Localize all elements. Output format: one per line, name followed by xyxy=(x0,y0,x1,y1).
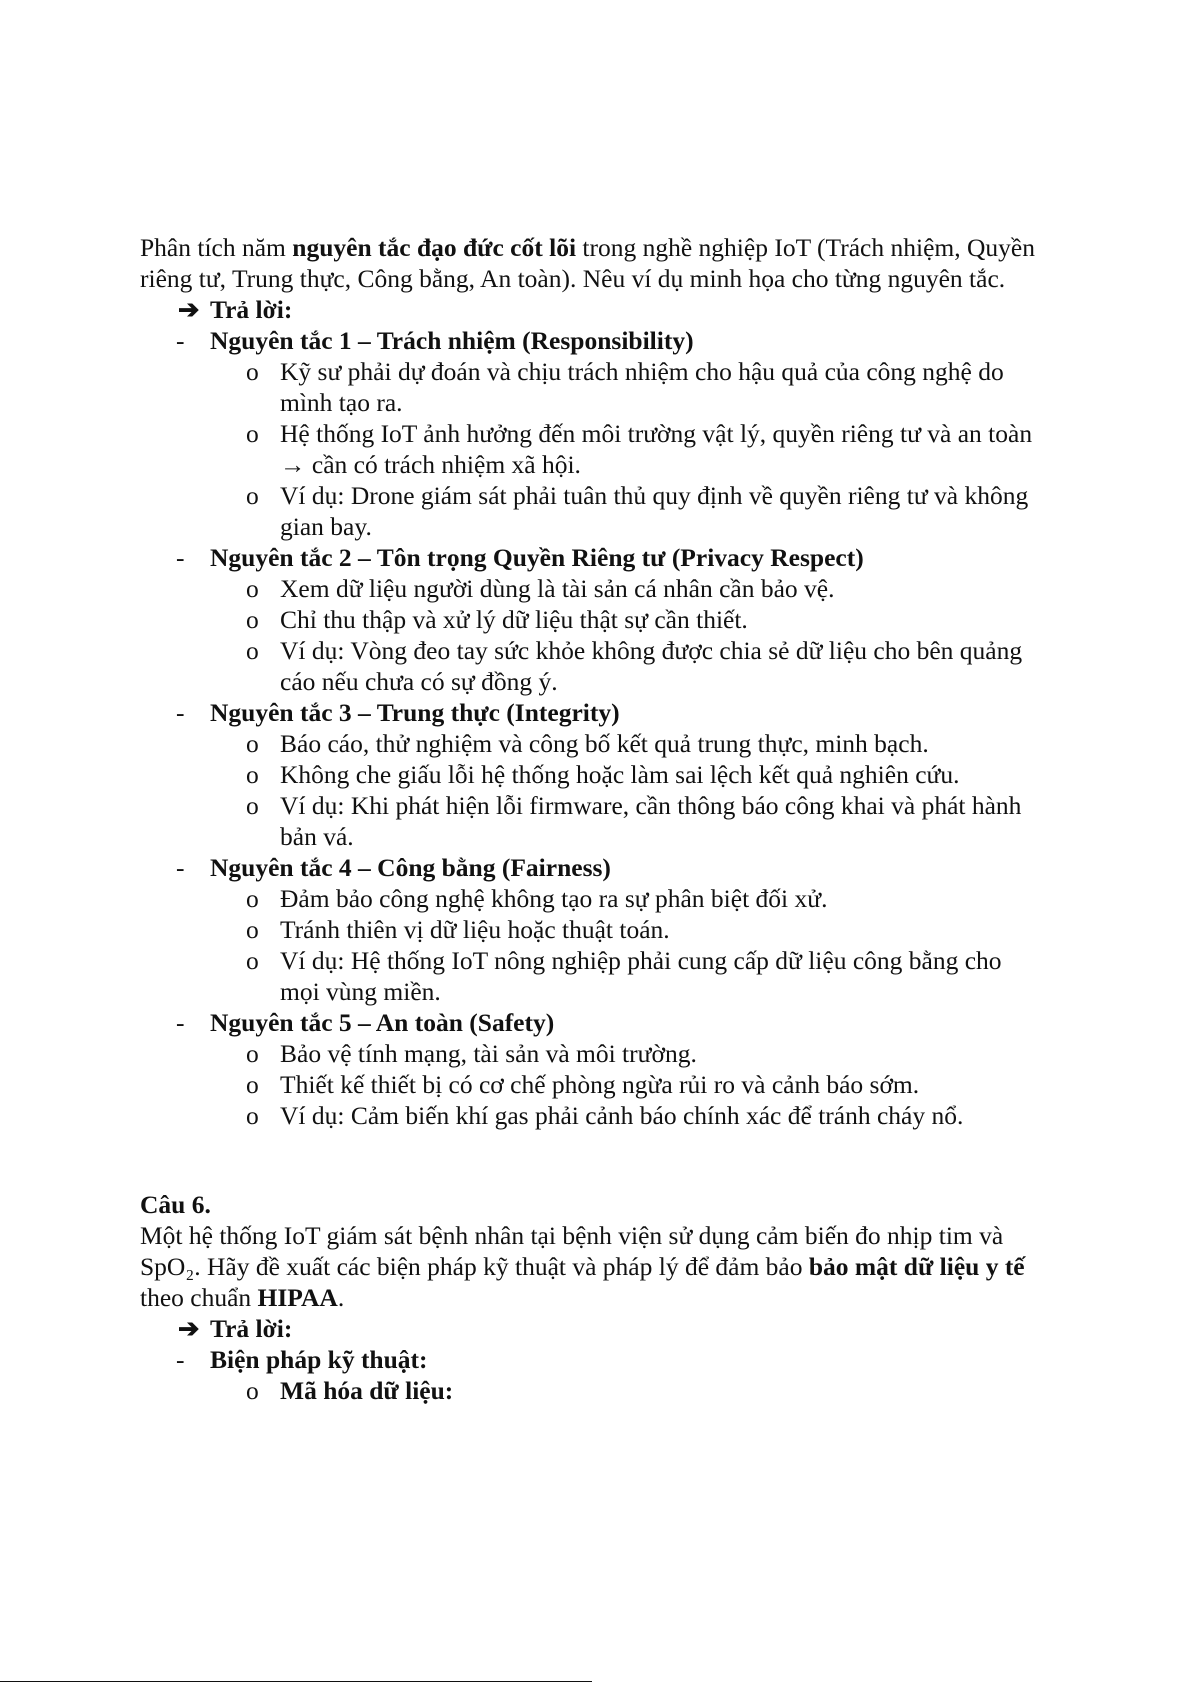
principle-title: - Nguyên tắc 2 – Tôn trọng Quyền Riêng tư (Privacy Respect) xyxy=(176,543,864,572)
principle-point: o Ví dụ: Hệ thống IoT nông nghiệp phải cung cấp dữ liệu công bằng cho mọi vùng miền. xyxy=(246,946,1002,1006)
circle-bullet-icon: o xyxy=(246,1039,259,1068)
document-body xyxy=(140,232,1040,1406)
principle-point: o Báo cáo, thử nghiệm và công bố kết quả trung thực, minh bạch. xyxy=(246,729,929,758)
dash-bullet: - xyxy=(176,853,185,882)
principle-point: o Hệ thống IoT ảnh hưởng đến môi trường vật lý, quyền riêng tư và an toàn → cần có trách nhiệm xã hội. xyxy=(246,419,1033,479)
dash-bullet: - xyxy=(176,1008,185,1037)
principle-point: o Ví dụ: Cảm biến khí gas phải cảnh báo chính xác để tránh cháy nổ. xyxy=(246,1101,964,1130)
question-6-text: Một hệ thống IoT giám sát bệnh nhân tại bệnh viện sử dụng cảm biến đo nhịp tim và SpO₂. Hãy đề xuất các biện pháp kỹ thuật và pháp lý để đảm bảo bảo mật dữ liệu y tế theo chuẩn HIPAA. xyxy=(140,1221,1025,1312)
spacer xyxy=(140,1131,1040,1189)
circle-bullet-icon: o xyxy=(246,605,259,634)
circle-bullet-icon: o xyxy=(246,419,259,448)
circle-bullet-icon: o xyxy=(246,574,259,603)
circle-bullet-icon: o xyxy=(246,1070,259,1099)
circle-bullet-icon: o xyxy=(246,1376,259,1405)
principle-title: - Nguyên tắc 4 – Công bằng (Fairness) xyxy=(176,853,611,882)
dash-bullet: - xyxy=(176,326,185,355)
principle-point: o Kỹ sư phải dự đoán và chịu trách nhiệm cho hậu quả của công nghệ do mình tạo ra. xyxy=(246,357,1004,417)
answer-label: ➔ Trả lời: xyxy=(178,1314,293,1343)
principle-point: o Ví dụ: Khi phát hiện lỗi firmware, cần thông báo công khai và phát hành bản vá. xyxy=(246,791,1022,851)
footer-divider xyxy=(0,1681,592,1682)
arrow-right-icon: ➔ xyxy=(178,1314,200,1343)
circle-bullet-icon: o xyxy=(246,884,259,913)
circle-bullet-icon: o xyxy=(246,729,259,758)
principle-point: o Xem dữ liệu người dùng là tài sản cá nhân cần bảo vệ. xyxy=(246,574,835,603)
sub-item: o Mã hóa dữ liệu: xyxy=(246,1376,454,1405)
arrow-right-icon: ➔ xyxy=(178,295,200,324)
dash-bullet: - xyxy=(176,698,185,727)
principle-point: o Ví dụ: Vòng đeo tay sức khỏe không được chia sẻ dữ liệu cho bên quảng cáo nếu chưa có sự đồng ý. xyxy=(246,636,1023,696)
circle-bullet-icon: o xyxy=(246,915,259,944)
principle-point: o Thiết kế thiết bị có cơ chế phòng ngừa rủi ro và cảnh báo sớm. xyxy=(246,1070,920,1099)
principle-point: o Ví dụ: Drone giám sát phải tuân thủ quy định về quyền riêng tư và không gian bay. xyxy=(246,481,1029,541)
principle-point: o Không che giấu lỗi hệ thống hoặc làm sai lệch kết quả nghiên cứu. xyxy=(246,760,960,789)
circle-bullet-icon: o xyxy=(246,946,259,975)
principle-point: o Chỉ thu thập và xử lý dữ liệu thật sự cần thiết. xyxy=(246,605,748,634)
circle-bullet-icon: o xyxy=(246,760,259,789)
circle-bullet-icon: o xyxy=(246,791,259,820)
principle-title: - Nguyên tắc 1 – Trách nhiệm (Responsibility) xyxy=(176,326,694,355)
circle-bullet-icon: o xyxy=(246,357,259,386)
circle-bullet-icon: o xyxy=(246,636,259,665)
question-6-heading: Câu 6. xyxy=(140,1190,211,1219)
principle-title: - Nguyên tắc 5 – An toàn (Safety) xyxy=(176,1008,555,1037)
principle-title: - Nguyên tắc 3 – Trung thực (Integrity) xyxy=(176,698,620,727)
circle-bullet-icon: o xyxy=(246,481,259,510)
principle-point: o Đảm bảo công nghệ không tạo ra sự phân biệt đối xử. xyxy=(246,884,828,913)
question-5-text: Phân tích năm nguyên tắc đạo đức cốt lõi trong nghề nghiệp IoT (Trách nhiệm, Quyền riêng tư, Trung thực, Công bằng, An toàn). Nêu ví dụ minh họa cho từng nguyên tắc. xyxy=(140,233,1035,293)
circle-bullet-icon: o xyxy=(246,1101,259,1130)
principle-point: o Tránh thiên vị dữ liệu hoặc thuật toán. xyxy=(246,915,670,944)
answer-label: ➔ Trả lời: xyxy=(178,295,293,324)
section-title: - Biện pháp kỹ thuật: xyxy=(176,1345,428,1374)
dash-bullet: - xyxy=(176,543,185,572)
dash-bullet: - xyxy=(176,1345,185,1374)
principle-point: o Bảo vệ tính mạng, tài sản và môi trường. xyxy=(246,1039,697,1068)
